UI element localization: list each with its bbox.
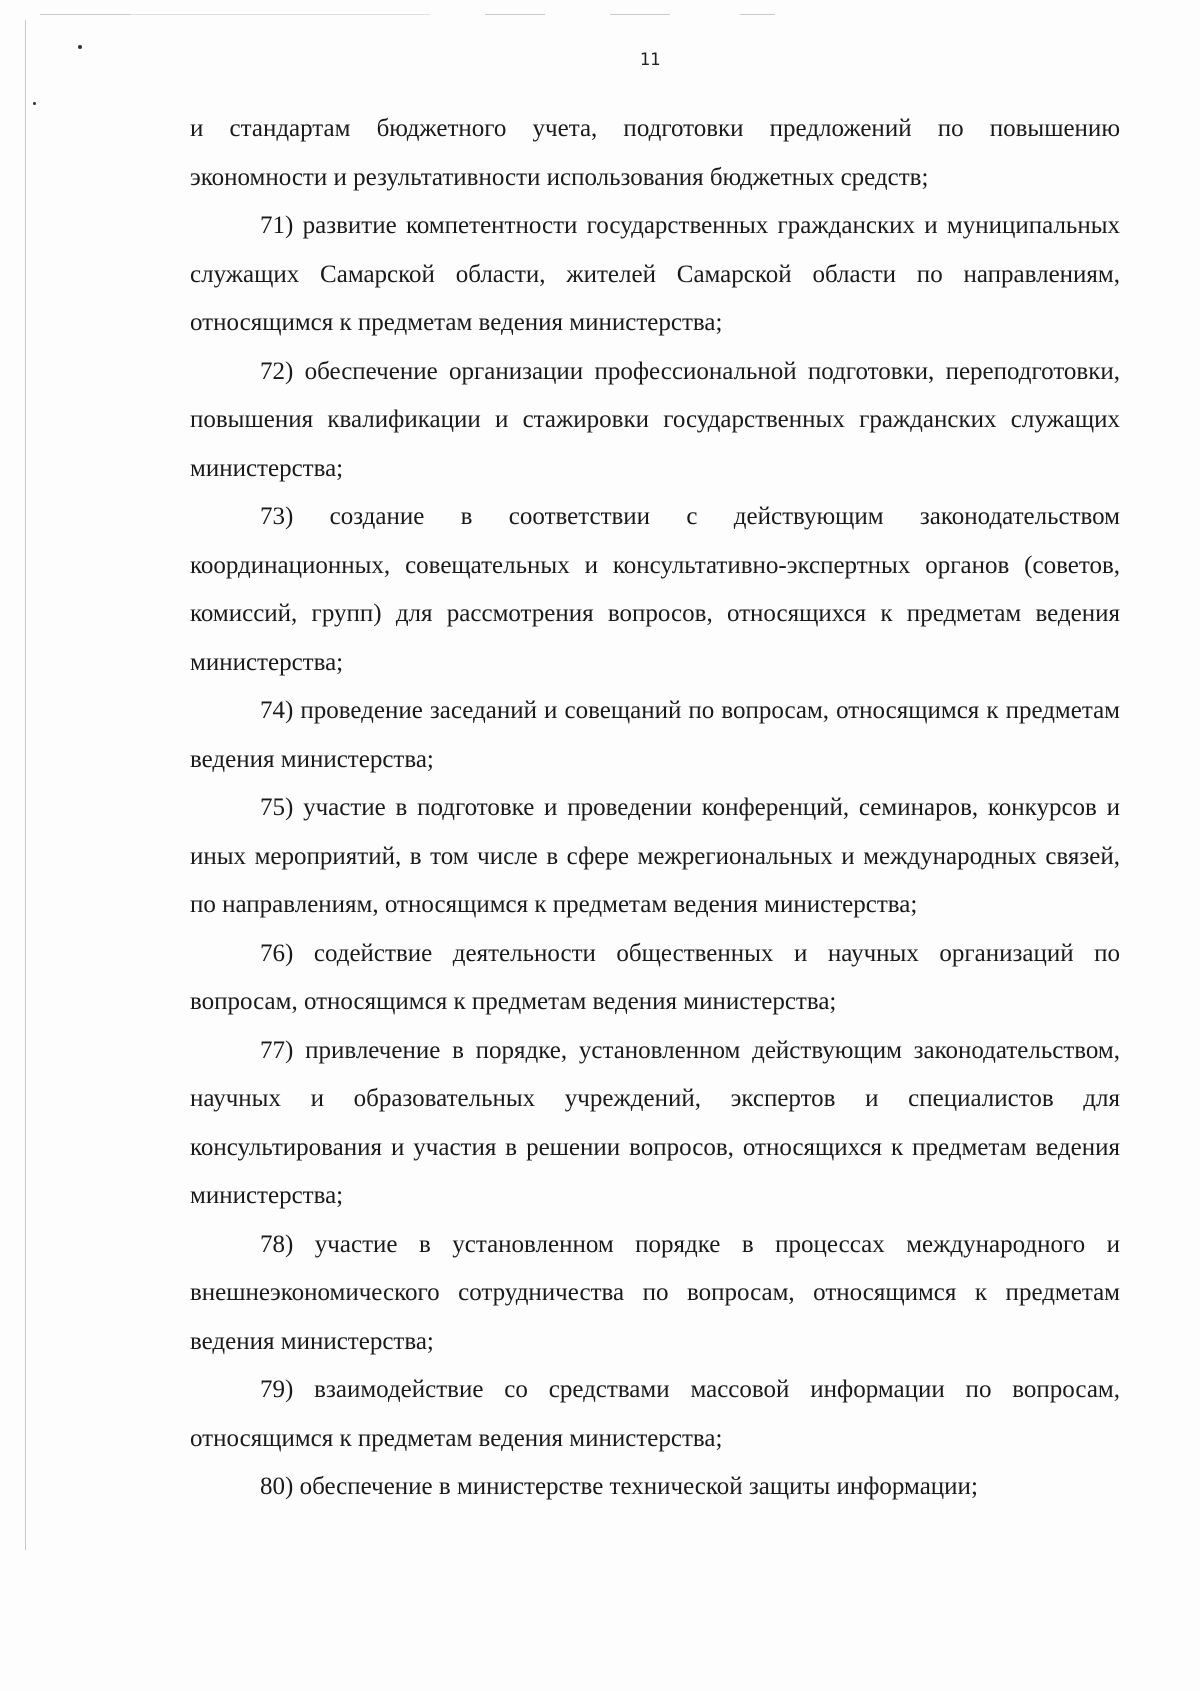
paragraph-item-78: 78) участие в установленном порядке в процессах международного и внешнеэкономического сотрудничества по вопросам, относящимся к предметам ведения министерства;: [190, 1230, 1120, 1355]
paragraph-item-76: 76) содействие деятельности общественных и научных организаций по вопросам, относящимся к предметам ведения министерства;: [190, 939, 1120, 1015]
scan-speck: [78, 45, 82, 49]
scan-speck: [33, 102, 36, 105]
paragraph-item-75: 75) участие в подготовке и проведении конференций, семинаров, конкурсов и иных мероприятий, в том числе в сфере межрегиональных и международных связей, по направлениям, относящимся к предметам ведения министерства;: [190, 794, 1120, 918]
paragraph-item-73: 73) создание в соответствии с действующим законодательством координационных, совещательных и консультативно-экспертных органов (советов, комиссий, групп) для рассмотрения вопросов, относящихся к предметам ведения министерства;: [190, 503, 1120, 676]
paragraph-item-71: 71) развитие компетентности государственных гражданских и муниципальных служащих Самарской области, жителей Самарской области по направлениям, относящимся к предметам ведения министерства;: [190, 212, 1120, 336]
scan-edge-left: [25, 20, 26, 1550]
scan-edge-top: [40, 14, 130, 15]
paragraph-item-77: 77) привлечение в порядке, установленном действующим законодательством, научных и образовательных учреждений, экспертов и специалистов для консультирования и участия в решении вопросов, относящихся к предметам ведения министерства;: [190, 1036, 1120, 1209]
scan-edge-top: [130, 14, 430, 15]
document-body: [190, 105, 1120, 1512]
scan-edge-top: [740, 14, 775, 15]
page-number: 11: [639, 50, 661, 70]
scan-edge-top: [485, 14, 545, 15]
paragraph-item-80: 80) обеспечение в министерстве технической защиты информации;: [260, 1473, 978, 1500]
paragraph-item-72: 72) обеспечение организации профессиональной подготовки, переподготовки, повышения квалификации и стажировки государственных гражданских служащих министерства;: [190, 357, 1120, 482]
paragraph-item-79: 79) взаимодействие со средствами массовой информации по вопросам, относящимся к предметам ведения министерства;: [190, 1376, 1120, 1452]
paragraph-item-74: 74) проведение заседаний и совещаний по вопросам, относящимся к предметам ведения министерства;: [190, 697, 1120, 773]
scan-edge-top: [610, 14, 670, 15]
paragraph-continuation: и стандартам бюджетного учета, подготовки предложений по повышению экономности и результативности использования бюджетных средств;: [190, 115, 1120, 191]
